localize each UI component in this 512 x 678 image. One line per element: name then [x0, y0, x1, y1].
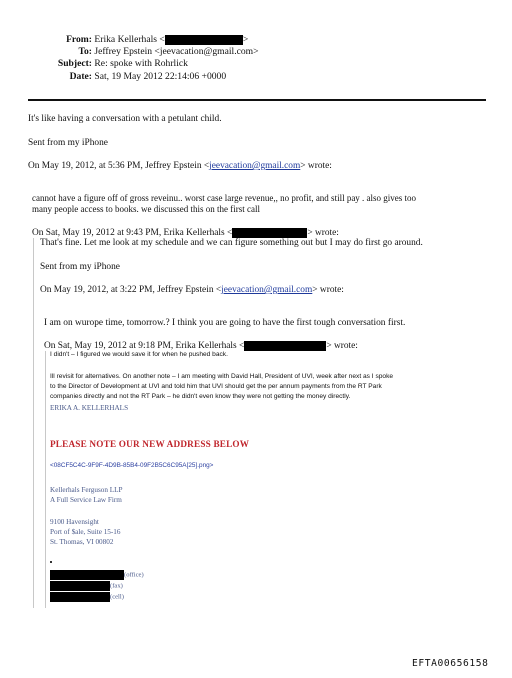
quote-suffix: > wrote:	[326, 341, 358, 351]
sent-from-iphone: Sent from my iPhone	[28, 138, 108, 148]
phone-fax-label: (fax)	[110, 582, 123, 590]
phone-office-line	[50, 570, 144, 581]
firm-tagline: A Full Service Law Firm	[50, 496, 122, 504]
redaction-block	[50, 581, 110, 591]
quote-attribution-3	[40, 284, 344, 296]
to-value: Jeffrey Epstein <jeevacation@gmail.com>	[94, 46, 259, 57]
reply-text: It's like having a conversation with a petulant child.	[28, 114, 222, 124]
epstein-message: I am on wurope time, tomorrow.? I think you are going to have the first tough conversation first.	[44, 318, 406, 328]
date-value: Sat, 19 May 2012 22:14:06 +0000	[94, 71, 227, 82]
sent-from-iphone: Sent from my iPhone	[40, 262, 120, 272]
erika-message-line: companies directly and not the RT Park – he didn't even know they were not getting the money directly.	[50, 393, 351, 400]
redaction-block	[50, 570, 124, 580]
quote-attribution-1	[28, 160, 332, 172]
epstein-message-line-1: cannot have a figure off of gross reveinu.. worst case large revenue,, no profit, and still pay . also gives too	[32, 193, 417, 203]
address-line: 9100 Havensight	[50, 518, 99, 526]
quote-suffix: > wrote:	[300, 161, 332, 171]
epstein-message-line-2: many people access to books. we discussed this on the first call	[32, 204, 260, 214]
to-line	[40, 46, 259, 57]
quote-bar	[45, 351, 46, 608]
from-line	[40, 34, 248, 45]
phone-cell-line	[50, 592, 124, 603]
firm-name: Kellerhals Ferguson LLP	[50, 486, 123, 494]
address-line: Port of $ale, Suite 15-16	[50, 528, 121, 536]
quote-bar	[33, 238, 34, 608]
erika-message-line: to the Director of Development at UVI and told him that UVI should get the per annum payments from the RT Park	[50, 383, 382, 390]
quote-suffix: > wrote:	[312, 285, 344, 295]
email-link[interactable]: jeevacation@gmail.com	[221, 285, 313, 295]
to-label: To:	[78, 46, 92, 57]
quote-prefix: On May 19, 2012, at 3:22 PM, Jeffrey Epstein <	[40, 285, 222, 295]
quote-prefix: On Sat, May 19, 2012 at 9:43 PM, Erika Kellerhals <	[32, 228, 233, 238]
email-link[interactable]: jeevacation@gmail.com	[209, 161, 301, 171]
redaction-block	[165, 35, 243, 45]
dot-mark	[50, 561, 52, 563]
redaction-block	[244, 341, 326, 351]
quote-prefix: On May 19, 2012, at 5:36 PM, Jeffrey Epstein <	[28, 161, 210, 171]
subject-label: Subject:	[57, 58, 92, 69]
erika-reply: That's fine. Let me look at my schedule and we can figure something out but I may do first go around.	[40, 238, 423, 248]
erika-message-line: Ill revisit for alternatives. On another note – I am meeting with David Hall, President of UVI, week after next as I spoke	[50, 373, 394, 380]
date-label: Date:	[69, 71, 92, 82]
subject-line	[40, 58, 188, 69]
subject-value: Re: spoke with Rohrlick	[94, 58, 188, 69]
address-notice: PLEASE NOTE OUR NEW ADDRESS BELOW	[50, 439, 250, 449]
quote-prefix: On Sat, May 19, 2012 at 9:18 PM, Erika Kellerhals <	[44, 341, 245, 351]
phone-fax-line	[50, 581, 123, 592]
phone-cell-label: (cell)	[110, 593, 124, 601]
address-line: St. Thomas, VI 00802	[50, 538, 114, 546]
phone-office-label: (office)	[124, 571, 144, 579]
from-value: Erika Kellerhals <	[94, 34, 165, 45]
date-line	[40, 71, 226, 82]
redaction-block	[50, 592, 110, 602]
bates-number: EFTA00656158	[412, 658, 489, 669]
signature-name: ERIKA A. KELLERHALS	[50, 404, 129, 412]
erika-message-line: I didn't – I figured we would save it for when he pushed back.	[50, 351, 228, 358]
from-label: From:	[66, 34, 92, 45]
embedded-image-reference: <08CF5C4C-9F9F-4D9B-85B4-09F2B5C6C95A[25].png>	[50, 462, 214, 469]
from-tail: >	[242, 34, 249, 45]
quote-suffix: > wrote:	[307, 228, 339, 238]
header-divider	[28, 99, 486, 101]
